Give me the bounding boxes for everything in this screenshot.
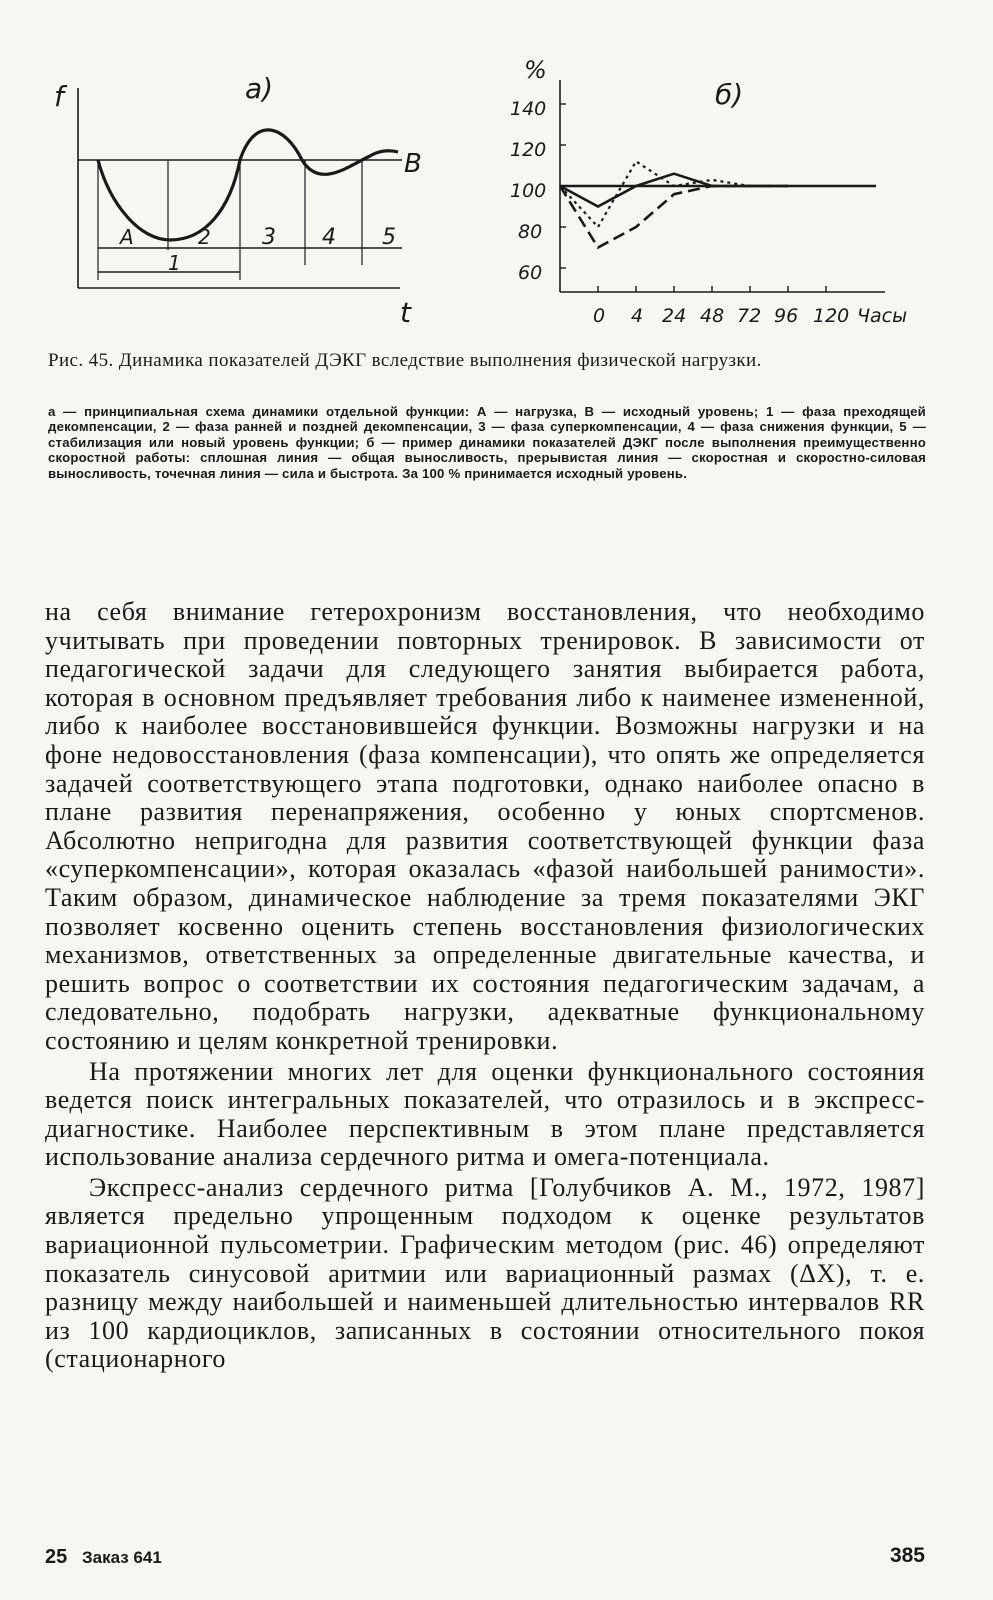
segment-label-3: 3 [262, 225, 276, 250]
baseline-label: B [404, 149, 422, 179]
panel-a-title: а) [245, 72, 274, 105]
phase-dividers [98, 160, 362, 280]
panel-a-x-label: t [400, 296, 411, 329]
panel-a-y-label: f [54, 80, 64, 113]
paragraph-3: Экспресс-анализ сердечного ритма [Голубчиков А. М., 1972, 1987] является предельно упрощенным подходом к оценке результатов вариационной пульсометрии. Графическим методом (рис. 46) определяют показатель синусовой аритмии или вариационный размах (ΔX), т. е. разницу между наибольшей и наименьшей длительностью интервалов RR из 100 кардиоциклов, записанных в состоянии относительного покоя (стационарного [45, 1172, 925, 1374]
x-tick-96: 96 [774, 305, 799, 327]
page-number: 385 [889, 1544, 925, 1567]
segment-label-2: 2 [198, 225, 211, 249]
series-line-solid [560, 174, 788, 207]
body-text [45, 598, 925, 1374]
x-unit-label: Часы [857, 305, 908, 327]
x-tick-24: 24 [662, 305, 687, 327]
panel-b-chart [490, 40, 910, 340]
x-tick-72: 72 [737, 305, 762, 327]
panel-b-y-unit: % [524, 56, 547, 84]
function-curve [98, 130, 398, 240]
signature-text: Заказ 641 [81, 1548, 162, 1567]
figure-legend: а — принципиальная схема динамики отдельной функции: А — нагрузка, В — исходный уровень; 1 — фаза преходящей декомпенсации, 2 — фаза ранней и поздней декомпенсации, 3 — фаза суперкомпенсации, 4 — фаза снижения функции, 5 — стабилизация или новый уровень функции; б — пример динамики показателей ДЭКГ после выполнения преимущественно скоростной работы: сплошная линия — общая выносливость, прерывистая линия — скоростная и скоростно-силовая выносливость, точечная линия — сила и быстрота. За 100 % принимается исходный уровень. [48, 404, 926, 481]
figure-45 [40, 40, 960, 340]
y-tick-100: 100 [510, 180, 547, 202]
paragraph-1: на себя внимание гетерохронизм восстановления, что необходимо учитывать при проведении повторных тренировок. В зависимости от педагогической задачи для следующего занятия выбирается работа, которая в основном предъявляет требования либо к наименее измененной, либо к наиболее восстановившейся функции. Возможны нагрузки и на фоне недовосстановления (фаза компенсации), что опять же определяется задачей соответствующего этапа подготовки, однако наиболее опасно в плане развития перенапряжения, особенно у юных спортсменов. Абсолютно непригодна для развития соответствующей функции фаза «суперкомпенсации», которая оказалась «фазой наибольшей ранимости». Таким образом, динамическое наблюдение за тремя показателями ЭКГ позволяет косвенно оценить степень восстановления физиологических механизмов, ответственных за определенные двигательные качества, и решить вопрос о соответствии их состояния педагогическим задачам, а следовательно, подобрать нагрузки, адекватные функциональному состоянию и целям конкретной тренировки. [45, 597, 925, 1055]
segment-label-4: 4 [322, 225, 336, 250]
y-tick-120: 120 [510, 139, 547, 161]
x-tick-4: 4 [631, 305, 644, 327]
segment-label-a: A [120, 225, 134, 249]
segment-label-1: 1 [168, 251, 181, 275]
x-tick-0: 0 [593, 305, 606, 327]
series-line-dashed [560, 186, 788, 248]
panel-b-title: б) [715, 78, 744, 111]
x-tick-120: 120 [813, 305, 850, 327]
signature-mark [45, 1546, 162, 1569]
x-tick-48: 48 [700, 305, 725, 327]
signature-number: 25 [45, 1546, 68, 1568]
y-tick-140: 140 [510, 98, 547, 120]
y-tick-60: 60 [518, 262, 543, 284]
figure-caption: Рис. 45. Динамика показателей ДЭКГ вследствие выполнения физической нагрузки. [48, 350, 762, 371]
panel-a-diagram [40, 40, 460, 340]
segment-label-5: 5 [382, 225, 396, 250]
y-tick-80: 80 [518, 221, 543, 243]
paragraph-2: На протяжении многих лет для оценки функционального состояния ведется поиск интегральных показателей, что отразилось и в экспресс-диагностике. Наиболее перспективным в этом плане представляется использование анализа сердечного ритма и омега-потенциала. [45, 1056, 925, 1172]
